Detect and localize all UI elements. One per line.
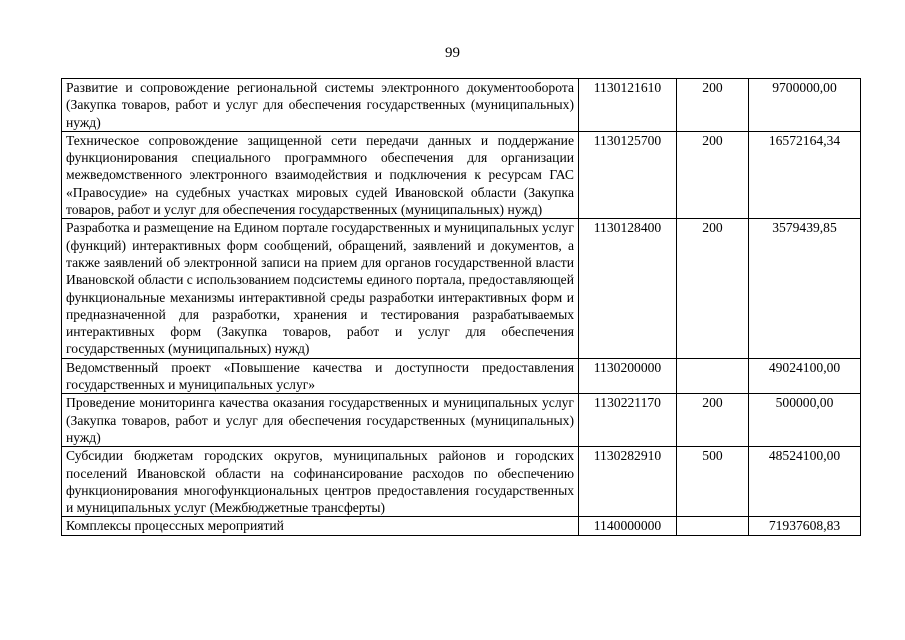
row-code: 1130221170 [579, 394, 677, 447]
table-row [62, 131, 861, 218]
row-code: 1130125700 [579, 131, 677, 218]
row-code: 1140000000 [579, 517, 677, 535]
row-code: 1130282910 [579, 447, 677, 517]
row-sum: 500000,00 [749, 394, 861, 447]
table-row [62, 394, 861, 447]
row-expense-type: 500 [677, 447, 749, 517]
row-description: Проведение мониторинга качества оказания государственных и муниципальных услуг (Закупка товаров, работ и услуг для обеспечения государственных (муниципальных) нужд) [62, 394, 579, 447]
table-row [62, 517, 861, 535]
page-number: 99 [445, 45, 460, 61]
row-expense-type: 200 [677, 79, 749, 132]
row-description: Техническое сопровождение защищенной сети передачи данных и поддержание функционирования специального программного обеспечения для организации межведомственного электронного взаимодействия и подключения к ресурсам ГАС «Правосудие» на судебных участках мировых судей Ивановской области (Закупка товаров, работ и услуг для обеспечения государственных (муниципальных) нужд) [62, 131, 579, 218]
row-description: Развитие и сопровождение региональной системы электронного документооборота (Закупка товаров, работ и услуг для обеспечения государственных (муниципальных) нужд) [62, 79, 579, 132]
row-sum: 3579439,85 [749, 219, 861, 358]
row-sum: 48524100,00 [749, 447, 861, 517]
row-code: 1130128400 [579, 219, 677, 358]
row-sum: 71937608,83 [749, 517, 861, 535]
row-description: Комплексы процессных мероприятий [62, 517, 579, 535]
row-sum: 49024100,00 [749, 358, 861, 394]
row-expense-type [677, 517, 749, 535]
table-row [62, 447, 861, 517]
row-description: Разработка и размещение на Едином портале государственных и муниципальных услуг (функций) интерактивных форм сообщений, обращений, заявлений и документов, а также заявлений об электронной записи на прием для органов государственной власти Ивановской области с использованием подсистемы единого портала, предоставляющей функциональные механизмы интерактивной среды разработки интерактивных форм и предназначенной для разработки, хранения и тестирования разрабатываемых интерактивных форм (Закупка товаров, работ и услуг для обеспечения государственных (муниципальных) нужд) [62, 219, 579, 358]
row-code: 1130200000 [579, 358, 677, 394]
row-expense-type: 200 [677, 131, 749, 218]
row-code: 1130121610 [579, 79, 677, 132]
row-description: Субсидии бюджетам городских округов, муниципальных районов и городских поселений Ивановской области на софинансирование расходов по обеспечению функционирования многофункциональных центров предоставления государственных и муниципальных услуг (Межбюджетные трансферты) [62, 447, 579, 517]
row-expense-type: 200 [677, 394, 749, 447]
row-expense-type [677, 358, 749, 394]
row-expense-type: 200 [677, 219, 749, 358]
row-description: Ведомственный проект «Повышение качества и доступности предоставления государственных и муниципальных услуг» [62, 358, 579, 394]
table-row [62, 79, 861, 132]
row-sum: 9700000,00 [749, 79, 861, 132]
budget-table [61, 78, 861, 536]
table-row [62, 358, 861, 394]
row-sum: 16572164,34 [749, 131, 861, 218]
table-row [62, 219, 861, 358]
